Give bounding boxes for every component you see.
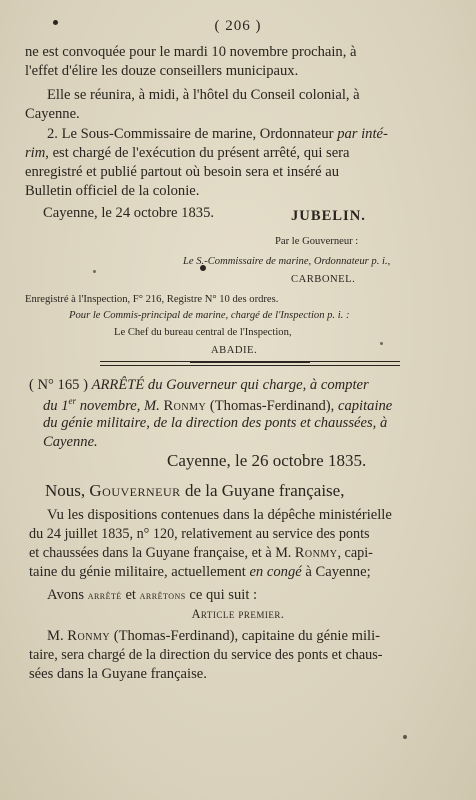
article-2-line [47, 126, 388, 143]
text-span: , capi- [337, 545, 373, 561]
text-span: , est chargé de l'exécution du présent arrêté, qui sera [45, 145, 350, 161]
commis-line: Pour le Commis-principal de marine, chargé de l'Inspection p. i. : [69, 310, 350, 321]
registration-line: Enregistré à l'Inspection, F° 216, Registre N° 10 des ordres. [25, 294, 279, 305]
signature-carbonel: CARBONEL. [291, 274, 356, 285]
arrete-header-line: Cayenne. [43, 434, 98, 450]
avons-line [47, 587, 257, 604]
date-line: Cayenne, le 26 octobre 1835. [167, 451, 367, 470]
article-2-line: Bulletin officiel de la colonie. [25, 183, 200, 199]
arrete-header-line: du génie militaire, de la direction des ponts et chaussées, à [43, 415, 388, 431]
italic-span: ARRÊTÉ du Gouverneur qui charge, à compter [91, 377, 369, 393]
smallcaps-span: arrêtons [139, 590, 186, 602]
text-span: à Cayenne; [301, 564, 371, 580]
text-span: Nous, [45, 481, 90, 500]
chef-line: Le Chef du bureau central de l'Inspection, [114, 327, 292, 338]
text-span: de la Guyane française, [180, 481, 345, 500]
text-span: (Thomas-Ferdinand), [206, 397, 338, 414]
arrete-number: ( N° 165 ) [29, 377, 92, 393]
text-line: du 24 juillet 1835, n° 120, relativement au service des ponts [29, 526, 370, 542]
italic-span: du 1 [43, 397, 69, 414]
italic-span: novembre, M. [76, 397, 164, 414]
article-heading: Article premier. [191, 607, 285, 621]
arrete-header-line [29, 377, 369, 394]
text-line: ne est convoquée pour le mardi 10 novembre prochain, à [25, 44, 357, 60]
ink-spot [380, 342, 383, 345]
page-number: ( 206 ) [214, 18, 262, 34]
text-span: M. [47, 628, 68, 644]
arrete-header-line [43, 396, 392, 415]
text-span: Avons [47, 587, 88, 603]
text-line: Cayenne. [25, 106, 80, 122]
text-line: l'effet d'élire les douze conseillers municipaux. [25, 63, 299, 79]
text-line: taire, sera chargé de la direction du service des ponts et chaus- [29, 647, 383, 663]
date-line: Cayenne, le 24 octobre 1835. [43, 205, 215, 221]
signature-abadie: ABADIE. [211, 345, 258, 356]
article-2-line: enregistré et publié partout où besoin sera et inséré au [25, 164, 340, 180]
governor-signature: JUBELIN. [291, 208, 366, 224]
section-divider [100, 361, 400, 366]
superscript: er [68, 396, 77, 406]
title-span: Gouverneur [89, 481, 181, 500]
text-span: et chaussées dans la Guyane française, et à M. [29, 545, 295, 561]
ink-spot [403, 735, 407, 739]
name-span: Ronmy [294, 545, 338, 561]
text-line: Elle se réunira, à midi, à l'hôtel du Conseil colonial, à [47, 87, 360, 103]
italic-span: par inté- [337, 126, 388, 142]
ink-spot [93, 270, 96, 273]
commissaire-line: Le S.-Commissaire de marine, Ordonnateur p. i., [183, 256, 391, 267]
text-span: (Thomas-Ferdinand), capitaine du génie mili- [110, 628, 380, 644]
text-line: sées dans la Guyane française. [29, 666, 207, 682]
text-span: 2. Le Sous-Commissaire de marine, Ordonnateur [47, 126, 338, 142]
text-line [47, 628, 380, 645]
smallcaps-span: arrêté [87, 590, 122, 602]
italic-span: rim [25, 145, 46, 161]
article-2-line [25, 145, 350, 162]
text-span: et [121, 587, 140, 603]
text-line [29, 564, 371, 581]
name-span: Ronmy [67, 628, 111, 644]
text-line [29, 545, 373, 562]
text-span: ce qui suit : [185, 587, 258, 603]
text-line: Vu les dispositions contenues dans la dépêche ministérielle [47, 507, 392, 523]
italic-span: en congé [249, 564, 302, 580]
italic-span: capitaine [337, 397, 393, 414]
text-span: taine du génie militaire, actuellement [29, 564, 250, 580]
nous-line [45, 481, 344, 501]
name-span: Ronmy [163, 397, 207, 414]
par-le-gouverneur: Par le Gouverneur : [275, 236, 359, 247]
